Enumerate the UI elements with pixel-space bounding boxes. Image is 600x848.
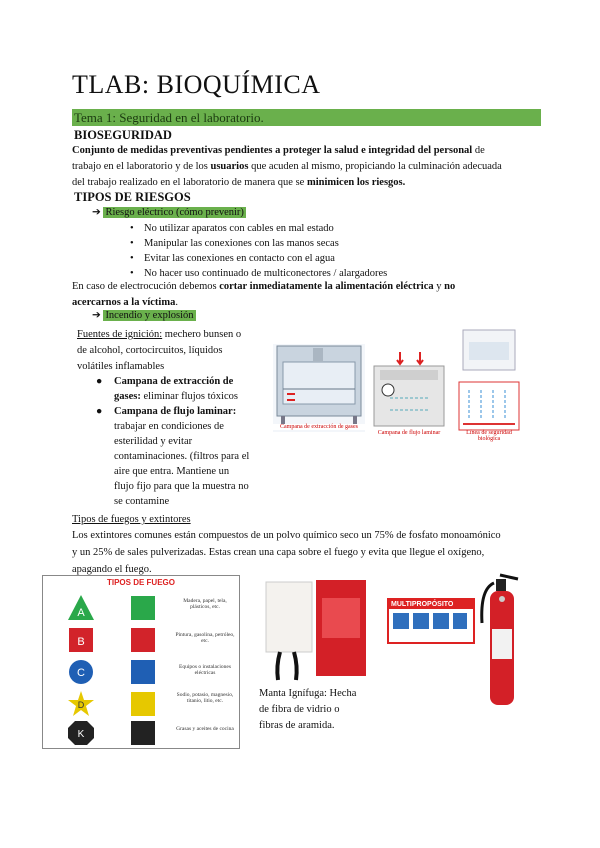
- fire-letter: D: [77, 700, 85, 710]
- laminar-flow-illustration: [370, 350, 448, 432]
- bio-line2-a: trabajo en el laboratorio y de los: [72, 161, 211, 172]
- riesgos-heading: TIPOS DE RIESGOS: [74, 190, 191, 204]
- campana1-bold: Campana de extracción de: [114, 376, 234, 387]
- fire-b-pictogram: [131, 628, 155, 652]
- campana2-line: aire que entra. Mantiene un: [114, 466, 230, 477]
- campanas-list: [96, 374, 257, 509]
- fuegos-paragraph: [72, 527, 544, 578]
- fire-letter: A: [77, 607, 85, 619]
- biosafety-cabinet-illustration: [455, 328, 523, 432]
- arrow-icon: ➔: [92, 207, 101, 218]
- fire-d-desc: Sodio, potasio, magnesio, titanio, litio, etc.: [176, 692, 234, 704]
- list-item: • No utilizar aparatos con cables en mal estado: [144, 221, 387, 236]
- list-item: • Evitar las conexiones en contacto con el agua: [144, 251, 387, 266]
- fire-extinguisher-image: [478, 573, 526, 709]
- bio-rest-1: de: [472, 145, 485, 156]
- campana2-line: esterilidad y evitar: [114, 436, 193, 447]
- electro-bold-1: cortar inmediatamente la alimentación eléctrica: [219, 281, 434, 292]
- fuegos-label: Tipos de fuegos y extintores: [72, 514, 191, 525]
- fire-class-b-icon: [67, 626, 95, 659]
- electro-b: y: [433, 281, 445, 292]
- multiproposito-label: MULTIPROPÓSITO: [389, 600, 473, 609]
- fuegos-line1: Los extintores comunes están compuestos de un polvo químico seco un 75% de fosfato monoamónico: [72, 530, 501, 541]
- fire-letter: B: [77, 636, 85, 648]
- bioseguridad-paragraph: [72, 143, 542, 191]
- fire-class-d-icon: [67, 690, 95, 723]
- fire-d-pictogram: [131, 692, 155, 716]
- electro-line2-bold: acercarnos a la víctima: [72, 297, 176, 308]
- incendio-row: [92, 309, 196, 321]
- fume-hood-image: [273, 344, 365, 432]
- fume-hood-illustration: [273, 344, 365, 432]
- fuegos-line2: y un 25% de sales pulverizadas. Estas crean una capa sobre el fuego y evita que llegue el oxígeno,: [72, 547, 485, 558]
- manta-line1: Manta Ignífuga: Hecha: [259, 688, 357, 699]
- fire-extinguisher-icon: [478, 573, 526, 709]
- fire-class-k-icon: [67, 720, 95, 751]
- campana1-bold2: gases:: [114, 391, 141, 402]
- multiproposito-icons: [389, 609, 473, 637]
- fire-c-desc: Equipos o instalaciones eléctricas: [179, 664, 231, 676]
- manta-line3: fibras de aramida.: [259, 720, 335, 731]
- campana1-rest: eliminar flujos tóxicos: [140, 391, 238, 402]
- fire-class-c-icon: [67, 658, 95, 691]
- bio-line3-a: del trabajo realizado en el laboratorio de manera que se: [72, 177, 307, 188]
- riesgo-electrico-row: [92, 206, 246, 218]
- campana2-line: flujo fijo para que la muestra no: [114, 481, 249, 492]
- ignicion-rest: mechero bunsen o: [162, 329, 242, 340]
- fuegos-line3: apagando el fuego.: [72, 564, 152, 575]
- multiproposito-sign: [387, 598, 475, 644]
- ignicion-block: [77, 327, 257, 375]
- bio-bold-1: Conjunto de medidas preventivas pendientes a proteger la salud e integridad del personal: [72, 145, 473, 156]
- fire-a-pictogram: [131, 596, 155, 620]
- fire-c-pictogram: [131, 660, 155, 684]
- fuegos-label-row: [72, 512, 191, 528]
- fire-table-title: TIPOS DE FUEGO: [106, 578, 175, 587]
- fire-k-pictogram: [131, 721, 155, 745]
- campana2-line: se contamine: [114, 496, 170, 507]
- laminar-flow-image: [370, 350, 448, 438]
- section-banner: Tema 1: Seguridad en el laboratorio.: [72, 109, 541, 126]
- bio-line3-bold: minimicen los riesgos.: [306, 177, 406, 188]
- incendio-label: Incendio y explosión: [105, 310, 194, 321]
- electro-a: En caso de electrocución debemos: [72, 281, 220, 292]
- biosafety-caption: Línea de seguridad biológica: [466, 430, 512, 442]
- biosafety-cabinet-image: [455, 328, 523, 442]
- fire-a-desc: Madera, papel, tela, plásticos, etc.: [183, 598, 227, 610]
- electrocucion-paragraph: [72, 279, 542, 311]
- fume-hood-caption: Campana de extracción de gases: [273, 424, 365, 430]
- fire-types-table: [42, 575, 240, 749]
- laminar-flow-caption: Campana de flujo laminar: [377, 430, 441, 436]
- campana2-bold: Campana de flujo laminar:: [114, 406, 237, 417]
- campana-extraccion-item: ● Campana de extracción de gases: eliminar flujos tóxicos: [96, 376, 238, 402]
- fire-b-desc: Pintura, gasolina, petróleo, etc.: [175, 632, 235, 644]
- fire-letter: K: [77, 729, 85, 740]
- campana-flujo-item: ● Campana de flujo laminar: trabajar en condiciones de esterilidad y evitar contaminaciones. (filtros para el aire que entra. Mantiene un flujo fijo para que la muestra no se contamine: [114, 404, 257, 509]
- riesgo-electrico-label: Riesgo eléctrico (cómo prevenir): [105, 207, 244, 218]
- electro-line2-rest: .: [175, 297, 178, 308]
- manta-paragraph: [259, 686, 371, 734]
- fire-blanket-illustration: [262, 578, 370, 682]
- ignicion-line2: de alcohol, cortocircuitos, líquidos: [77, 345, 223, 356]
- bio-line2-bold: usuarios: [210, 161, 249, 172]
- list-item: • No hacer uso continuado de multiconectores / alargadores: [144, 266, 387, 281]
- ignicion-label: Fuentes de ignición:: [77, 329, 163, 340]
- campana2-line: contaminaciones. (filtros para el: [114, 451, 250, 462]
- list-item: • Manipular las conexiones con las manos secas: [144, 236, 387, 251]
- fire-class-a-icon: [67, 594, 95, 627]
- page-title: TLAB: BIOQUÍMICA: [72, 70, 321, 99]
- electro-bold-2: no: [444, 281, 456, 292]
- fire-letter: C: [77, 667, 85, 679]
- ignicion-line3: volátiles inflamables: [77, 361, 165, 372]
- campana2-line: trabajar en condiciones de: [114, 421, 224, 432]
- fire-k-desc: Grasas y aceites de cocina: [176, 726, 234, 732]
- manta-line2: de fibra de vidrio o: [259, 704, 340, 715]
- bio-line2-b: que acuden al mismo, propiciando la culminación adecuada: [248, 161, 502, 172]
- riesgo-electrico-bullets: [144, 221, 387, 281]
- arrow-icon: ➔: [92, 310, 101, 321]
- bioseguridad-heading: BIOSEGURIDAD: [74, 128, 172, 142]
- fire-blanket-image: [262, 578, 370, 682]
